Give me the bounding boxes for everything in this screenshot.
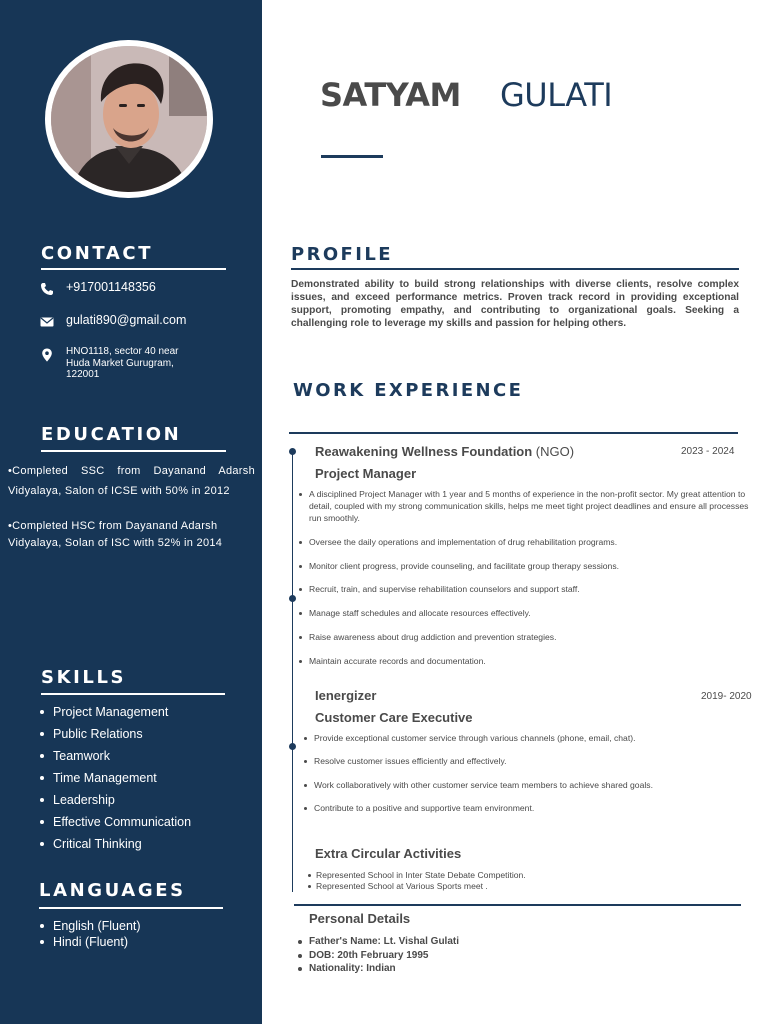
education-heading: EDUCATION: [41, 424, 182, 445]
skill-item: Time Management: [38, 768, 191, 790]
timeline-dot: [289, 448, 296, 455]
job-role: Project Manager: [315, 466, 417, 481]
timeline-dot: [289, 743, 296, 750]
org-suffix: (NGO): [532, 444, 575, 459]
job-duty: Monitor client progress, provide counseling, and facilitate group therapy sessions.: [309, 560, 755, 572]
profile-photo-frame: [45, 40, 213, 198]
org-name: Ienergizer: [315, 688, 377, 703]
last-name: GULATI: [500, 76, 613, 114]
personal-detail-item: Nationality: Indian: [309, 963, 396, 974]
personal-detail-item: DOB: 20th February 1995: [309, 950, 429, 961]
language-item: Hindi (Fluent): [38, 934, 141, 950]
extra-activity-item: Represented School in Inter State Debate Competition.: [316, 870, 526, 880]
education-item-hsc: •Completed HSC from Dayanand Adarsh Vidyalaya, Solan of ISC with 52% in 2014: [8, 520, 223, 549]
work-experience-divider: [289, 432, 738, 434]
profile-divider: [291, 268, 739, 270]
skills-divider: [41, 693, 225, 695]
sidebar: [0, 0, 262, 1024]
skill-item: Teamwork: [38, 746, 191, 768]
languages-list: [38, 918, 141, 950]
job-duty: Maintain accurate records and documentation.: [309, 655, 755, 667]
job-duty: Oversee the daily operations and implementation of drug rehabilitation programs.: [309, 536, 755, 548]
languages-heading: LANGUAGES: [39, 880, 186, 901]
job-organization: [315, 444, 574, 459]
first-name: SATYAM: [320, 76, 461, 114]
skills-heading: SKILLS: [41, 667, 127, 688]
personal-details-divider: [294, 904, 741, 906]
mail-icon: [40, 315, 54, 329]
phone-number: +917001148356: [66, 280, 156, 294]
contact-divider: [41, 268, 226, 270]
profile-heading: PROFILE: [291, 244, 393, 265]
language-item: English (Fluent): [38, 918, 141, 934]
personal-detail-item: Father's Name: Lt. Vishal Gulati: [309, 936, 460, 947]
phone-icon: [40, 282, 54, 296]
job-duty: Recruit, train, and supervise rehabilitation counselors and support staff.: [309, 583, 755, 595]
education-item-ssc: •Completed SSC from Dayanand Adarsh Vidyalaya, Salon of ICSE with 50% in 2012: [8, 465, 255, 497]
email-address: gulati890@gmail.com: [66, 313, 187, 327]
skill-item: Leadership: [38, 790, 191, 812]
job-duty: A disciplined Project Manager with 1 year and 5 months of experience in the non-profit sector. My great attention to detail, coupled with my strong communication skills, helps me meet tight project deadlines and ensure all processes run smoothly.: [309, 488, 755, 524]
contact-heading: CONTACT: [41, 243, 154, 264]
job-organization: [315, 688, 376, 703]
timeline-line: [292, 452, 293, 892]
job-duty: Manage staff schedules and allocate resources effectively.: [309, 607, 755, 619]
name-underline: [321, 155, 383, 158]
skill-item: Effective Communication: [38, 812, 191, 834]
contact-phone: [40, 280, 156, 296]
job-role: Customer Care Executive: [315, 710, 473, 725]
job-duty: Provide exceptional customer service through various channels (phone, email, chat).: [314, 732, 754, 744]
profile-photo: [51, 46, 207, 192]
timeline-dot: [289, 595, 296, 602]
job-duty: Contribute to a positive and supportive team environment.: [314, 802, 754, 814]
job-duty: Resolve customer issues efficiently and effectively.: [314, 755, 754, 767]
personal-details-heading: Personal Details: [309, 911, 411, 926]
location-pin-icon: [40, 348, 54, 362]
job-duty: Raise awareness about drug addiction and prevention strategies.: [309, 631, 755, 643]
languages-divider: [39, 907, 223, 909]
job-duty: Work collaboratively with other customer service team members to achieve shared goals.: [314, 779, 754, 791]
work-experience-heading: WORK EXPERIENCE: [293, 380, 524, 401]
job-years: 2019- 2020: [701, 691, 752, 702]
skills-list: [38, 702, 191, 856]
profile-summary: Demonstrated ability to build strong relationships with diverse clients, resolve complex issues, and exceed performance metrics. Proven track record in providing exceptional support, promoting empathy, and contributing to organizational goals. Seeking a challenging role to leverage my skills and passion for helping others.: [291, 279, 739, 329]
skill-item: Public Relations: [38, 724, 191, 746]
extra-activity-item: Represented School at Various Sports meet .: [316, 881, 488, 891]
education-divider: [41, 450, 226, 452]
contact-address: [40, 346, 196, 381]
skill-item: Project Management: [38, 702, 191, 724]
org-name: Reawakening Wellness Foundation: [315, 444, 533, 459]
contact-email: [40, 313, 186, 329]
job-years: 2023 - 2024: [681, 446, 735, 457]
skill-item: Critical Thinking: [38, 834, 191, 856]
extra-activities-heading: Extra Circular Activities: [315, 846, 462, 861]
address: HNO1118, sector 40 near Huda Market Gurugram, 122001: [66, 346, 179, 380]
